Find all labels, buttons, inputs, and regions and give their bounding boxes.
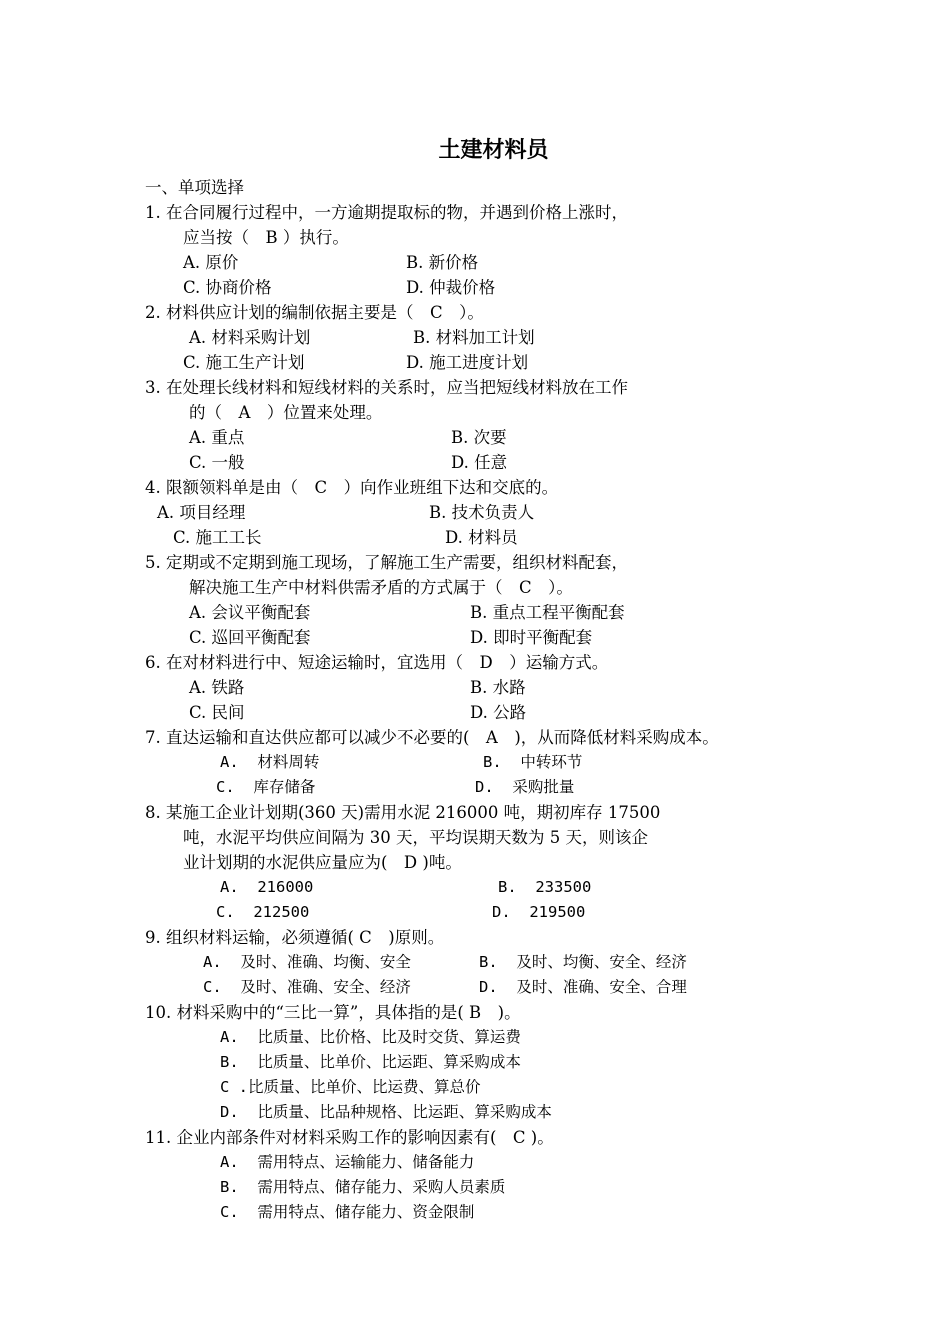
- question-2-stem-line-1: 2. 材料供应计划的编制依据主要是（ C ）。: [145, 303, 484, 322]
- question-4-option-b: B. 技术负责人: [429, 503, 535, 522]
- question-6-stem-line-1: 6. 在对材料进行中、短途运输时，宜选用（ D ）运输方式。: [145, 653, 609, 672]
- question-10-option-a: A. 比质量、比价格、比及时交货、算运费: [220, 1028, 521, 1046]
- question-4-option-d: D. 材料员: [445, 528, 518, 547]
- question-3-option-d: D. 任意: [451, 453, 508, 472]
- question-4-option-c: C. 施工工长: [173, 528, 262, 547]
- question-10-option-c: C .比质量、比单价、比运费、算总价: [220, 1078, 481, 1096]
- question-8-option-a: A. 216000: [220, 878, 314, 896]
- question-9-option-b: B. 及时、均衡、安全、经济: [479, 953, 687, 971]
- question-6-option-b: B. 水路: [470, 678, 526, 697]
- question-11-option-b: B. 需用特点、储存能力、采购人员素质: [220, 1178, 506, 1196]
- question-3-stem-line-2: 的（ A ）位置来处理。: [189, 403, 383, 422]
- question-1-option-a: A. 原价: [183, 253, 239, 272]
- question-1-stem-line-1: 1. 在合同履行过程中，一方逾期提取标的物，并遇到价格上涨时，: [145, 203, 628, 222]
- question-5-stem-line-2: 解决施工生产中材料供需矛盾的方式属于（ C ）。: [189, 578, 573, 597]
- section-heading: 一、单项选择: [145, 178, 244, 197]
- question-2-option-d: D. 施工进度计划: [406, 353, 529, 372]
- question-3-option-c: C. 一般: [189, 453, 245, 472]
- question-11-stem-line-1: 11. 企业内部条件对材料采购工作的影响因素有( C )。: [145, 1128, 554, 1147]
- question-8-option-c: C. 212500: [216, 903, 310, 921]
- question-7-option-a: A. 材料周转: [220, 753, 320, 771]
- question-8-stem-line-3: 业计划期的水泥供应量应为( D )吨。: [183, 853, 462, 872]
- question-8-option-b: B. 233500: [498, 878, 592, 896]
- question-5-option-b: B. 重点工程平衡配套: [470, 603, 625, 622]
- question-8-option-d: D. 219500: [492, 903, 586, 921]
- question-2-option-c: C. 施工生产计划: [183, 353, 305, 372]
- question-10-stem-line-1: 10. 材料采购中的“三比一算”，具体指的是( B )。: [145, 1003, 521, 1022]
- question-10-option-d: D. 比质量、比品种规格、比运距、算采购成本: [220, 1103, 552, 1121]
- question-7-stem-line-1: 7. 直达运输和直达供应都可以减少不必要的( A )，从而降低材料采购成本。: [145, 728, 719, 747]
- question-5-option-a: A. 会议平衡配套: [189, 603, 311, 622]
- question-11-option-c: C. 需用特点、储存能力、资金限制: [220, 1203, 475, 1221]
- question-11-option-a: A. 需用特点、运输能力、储备能力: [220, 1153, 475, 1171]
- question-3-option-a: A. 重点: [189, 428, 245, 447]
- question-2-option-a: A. 材料采购计划: [189, 328, 311, 347]
- question-5-stem-line-1: 5. 定期或不定期到施工现场，了解施工生产需要，组织材料配套，: [145, 553, 628, 572]
- question-7-option-c: C. 库存储备: [216, 778, 316, 796]
- document-title: 土建材料员: [438, 138, 549, 163]
- question-8-stem-line-1: 8. 某施工企业计划期(360 天)需用水泥 216000 吨，期初库存 17500: [145, 803, 661, 822]
- question-3-stem-line-1: 3. 在处理长线材料和短线材料的关系时，应当把短线材料放在工作: [145, 378, 628, 397]
- question-9-option-a: A. 及时、准确、均衡、安全: [203, 953, 411, 971]
- question-7-option-d: D. 采购批量: [475, 778, 575, 796]
- question-5-option-c: C. 巡回平衡配套: [189, 628, 311, 647]
- question-6-option-c: C. 民间: [189, 703, 245, 722]
- question-5-option-d: D. 即时平衡配套: [470, 628, 593, 647]
- question-3-option-b: B. 次要: [451, 428, 507, 447]
- question-1-option-b: B. 新价格: [406, 253, 479, 272]
- question-9-stem-line-1: 9. 组织材料运输，必须遵循( C )原则。: [145, 928, 445, 947]
- question-7-option-b: B. 中转环节: [483, 753, 583, 771]
- question-8-stem-line-2: 吨，水泥平均供应间隔为 30 天，平均误期天数为 5 天，则该企: [183, 828, 648, 847]
- question-2-option-b: B. 材料加工计划: [413, 328, 535, 347]
- question-6-option-d: D. 公路: [470, 703, 527, 722]
- question-9-option-d: D. 及时、准确、安全、合理: [479, 978, 687, 996]
- question-9-option-c: C. 及时、准确、安全、经济: [203, 978, 411, 996]
- question-1-stem-line-2: 应当按（ B ）执行。: [183, 228, 349, 247]
- question-6-option-a: A. 铁路: [189, 678, 245, 697]
- question-10-option-b: B. 比质量、比单价、比运距、算采购成本: [220, 1053, 521, 1071]
- question-1-option-c: C. 协商价格: [183, 278, 272, 297]
- question-1-option-d: D. 仲裁价格: [406, 278, 496, 297]
- question-4-option-a: A. 项目经理: [157, 503, 246, 522]
- question-4-stem-line-1: 4. 限额领料单是由（ C ）向作业班组下达和交底的。: [145, 478, 559, 497]
